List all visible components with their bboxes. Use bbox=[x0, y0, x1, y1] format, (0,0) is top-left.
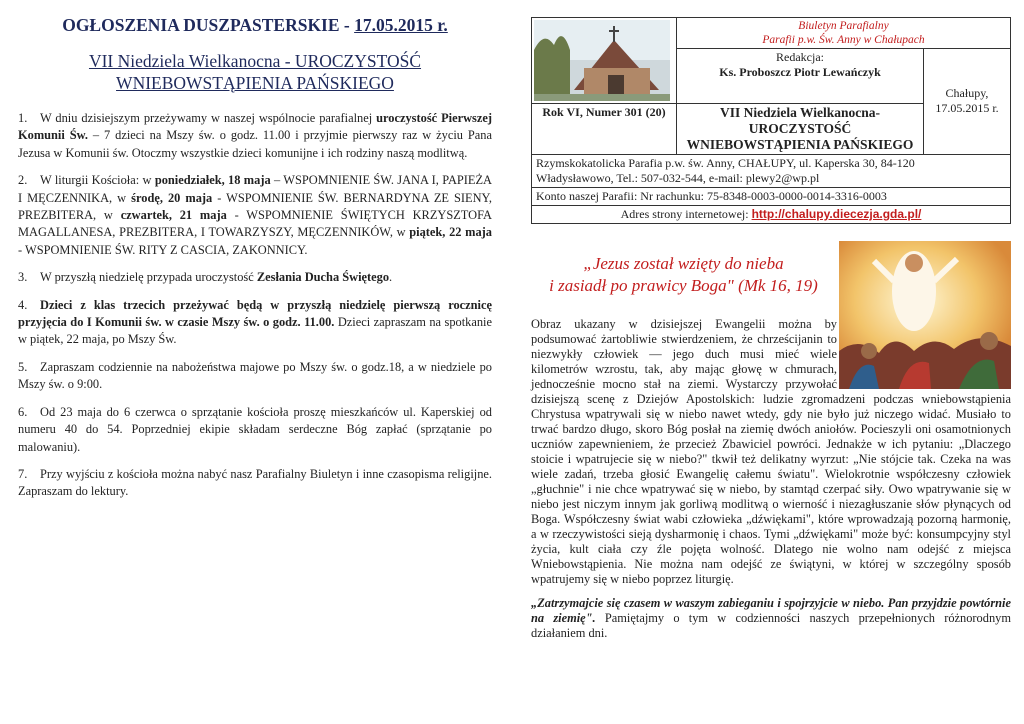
announcement-text: Zapraszam codziennie na nabożeństwa majowe po Mszy św. o godz.18, a w niedziele po Mszy św. o 9:00. bbox=[18, 359, 492, 392]
announcement-text: czwartek, 21 maja bbox=[120, 208, 227, 223]
announcement-number: 4. bbox=[18, 297, 28, 312]
parish-address bbox=[532, 155, 1011, 188]
closing-quote: „Zatrzymajcie się czasem w waszym zabieganiu i spojrzyjcie w niebo. Pan przyjdzie powtórnie na ziemię". bbox=[531, 596, 1011, 625]
article-title-line-1: „Jezus został wzięty do nieba bbox=[583, 254, 784, 273]
announcement-number: 3. bbox=[18, 270, 28, 285]
announcement-number: 6. bbox=[18, 404, 28, 419]
announcement-text: W dniu dzisiejszym przeżywamy w naszej wspólnocie parafialnej bbox=[40, 111, 377, 125]
announcements-column bbox=[18, 10, 492, 511]
announcement-number: 2. bbox=[18, 173, 28, 188]
bank-account: Konto naszej Parafii: Nr rachunku: 75-8348-0003-0000-0014-3316-0003 bbox=[532, 188, 1011, 206]
announcement-text: - WSPOMNIENIE ŚWIĘTYCH KRZYSZTOFA MAGALLANESA, PREZBITERA, I TOWARZYSZY, MĘCZENNIKÓW, w bbox=[18, 208, 493, 240]
bulletin-header bbox=[531, 17, 1011, 224]
editor-name: Ks. Proboszcz Piotr Lewańczyk bbox=[719, 65, 881, 79]
announcement-text: Dzieci z klas trzecich przeżywać będą w przyszłą niedzielę pierwszą rocznicę przyjęcia do I Komunii św. w czasie Mszy św. o godz. 11.00. bbox=[18, 297, 492, 330]
page-title bbox=[18, 15, 492, 36]
website-link[interactable]: http://chalupy.diecezja.gda.pl/ bbox=[751, 207, 922, 221]
bulletin-column bbox=[531, 17, 1011, 640]
announcement-item bbox=[18, 359, 492, 394]
announcement-text: – WSPOMNIENIE ŚW. JANA I, PAPIEŻA I MĘCZENNIKA, w bbox=[18, 173, 492, 205]
editor-label: Redakcja: bbox=[776, 50, 824, 64]
website-label: Adres strony internetowej: bbox=[620, 207, 752, 221]
announcement-item bbox=[18, 269, 492, 286]
subtitle-line-2: WNIEBOWSTĄPIENIA PAŃSKIEGO bbox=[116, 73, 394, 93]
announcement-text: poniedziałek, 18 maja bbox=[154, 173, 271, 188]
announcement-text: - WSPOMNIENIE ŚW. BERNARDYNA ZE SIENY, PREZBITERA, w bbox=[18, 190, 493, 223]
announcement-text: – 7 dzieci na Mszy św. o godz. 11.00 i przyjmie pierwszy raz w życiu Pana Jezusa w Komunii św. Otoczmy wszystkie dzieci komunijne i ich rodziny naszą modlitwą. bbox=[18, 128, 492, 160]
article-title bbox=[531, 253, 836, 297]
title-date: 17.05.2015 r. bbox=[354, 15, 448, 35]
announcement-item bbox=[18, 466, 492, 501]
announcement-text: piątek, 22 maja bbox=[409, 225, 492, 240]
announcement-text: W liturgii Kościoła: w bbox=[40, 173, 155, 188]
announcement-text: uroczystość Pierwszej Komunii Św. bbox=[18, 111, 492, 143]
painting-wrap-spacer bbox=[837, 317, 1011, 389]
announcement-item bbox=[18, 404, 492, 456]
place-date: Chałupy, 17.05.2015 r. bbox=[924, 49, 1011, 155]
church-photo-cell bbox=[532, 18, 677, 104]
article-title-line-2: i zasiadł po prawicy Boga" (Mk 16, 19) bbox=[549, 276, 818, 295]
issue-number: Rok VI, Numer 301 (20) bbox=[532, 104, 677, 155]
website-row bbox=[532, 206, 1011, 224]
sunday-title: VII Niedziela Wielkanocna- UROCZYSTOŚĆ WNIEBOWSTĄPIENIA PAŃSKIEGO bbox=[677, 104, 924, 155]
announcement-number: 7. bbox=[18, 466, 28, 481]
church-photo bbox=[534, 20, 670, 101]
bulletin-name-line-1: Biuletyn Parafialny bbox=[798, 20, 889, 32]
announcement-item bbox=[18, 297, 492, 349]
announcement-text: . bbox=[389, 270, 393, 285]
announcement-text: - WSPOMNIENIE ŚW. RITY Z CASCIA, ZAKONNICY. bbox=[18, 242, 308, 257]
subtitle-line-1: VII Niedziela Wielkanocna - UROCZYSTOŚĆ bbox=[88, 51, 422, 71]
article-paragraph-text: Obraz ukazany w dzisiejszej Ewangelii można by podsumować żartobliwie stwierdzeniem, że chrześcijanin to niezwykły człowiek — jego duch musi mieć wiele kilometrów wzrostu, tak, aby mając głowę w chmurach, jednocześnie mocno stał na ziemi. Wystarczy przywołać dzisiejszą scenę z Dziejów Apostolskich: ludzie zgromadzeni podczas wniebowstąpienia Chrystusa wpatrywali się w niebo nawet wtedy, gdy nie było już niczego widać. Musiało to trwać bardzo długo, skoro Bóg posłał na ziemię dwóch aniołów. Pocieszyli oni osamotnionych uczniów zapewnieniem, że przecież Zbawiciel powróci. Jednakże w ich pytaniu: „Dlaczego stoicie i wpatrujecie się w niebo?" tkwił też delikatny wyrzut: „Nie stójcie tak. Czeka na was wiele zadań, trzeba głosić Ewangelię całemu światu". Wielokrotnie współczesny człowiek „głuchnie" i nie chce wpatrywać się w niebo, by stamtąd czerpać siły. Owo wpatrywanie się w niebo jest niczym innym jak gorliwą modlitwą o wierność i niezagłuszanie słów płynących od Boga. Współczesny świat wabi człowieka „dźwiękami", które wprowadzają pozorną harmonię, a w rzeczywistości sieją dysharmonię i chaos. Tymi „dźwiękami" może być: konsumpcyjny styl życia, kult ciała czy źle pojęta wolność. Dlatego nie wolno nam odejść z miejsca Wniebowstąpienia. Nie można nam odejść ze świątyni, w której w szczególny sposób wpatrujemy się w niebo poprzez liturgię. bbox=[531, 317, 1011, 586]
closing-text: Pamiętajmy o tym w codzienności naszych przepełnionych różnorodnym działaniem dni. bbox=[531, 611, 1011, 640]
announcement-text: Przy wyjściu z kościoła można nabyć nasz Parafialny Biuletyn i inne czasopisma religijne. Zapraszam do lektury. bbox=[18, 466, 492, 499]
announcement-item bbox=[18, 110, 492, 162]
address-line-2: Władysławowo, Tel.: 507-032-544, e-mail: plewy2@wp.pl bbox=[536, 171, 820, 185]
article-body bbox=[531, 317, 1011, 650]
announcement-number: 1. bbox=[18, 111, 28, 125]
announcement-text: środę, 20 maja bbox=[131, 190, 213, 205]
address-line-1: Rzymskokatolicka Parafia p.w. św. Anny, CHAŁUPY, ul. Kaperska 30, 84-120 bbox=[536, 156, 915, 170]
announcement-text: Od 23 maja do 6 czerwca o sprzątanie kościoła proszę mieszkańców ul. Kaperskiej od numeru 40 do 54. Poprzedniej ekipie składam serdeczne Bóg zapłać (sprzątanie po malowaniu). bbox=[18, 404, 492, 454]
bulletin-name-line-2: Parafii p.w. Św. Anny w Chałupach bbox=[762, 34, 925, 46]
announcement-text: Zesłania Ducha Świętego bbox=[256, 270, 390, 285]
announcement-list bbox=[18, 110, 492, 501]
announcement-text: Dzieci zapraszam na spotkanie w piątek, 22 maja, po Mszy Św. bbox=[18, 315, 492, 347]
page-subtitle bbox=[18, 50, 492, 94]
announcement-item bbox=[18, 172, 492, 259]
article-closing bbox=[531, 596, 1011, 641]
title-prefix: OGŁOSZENIA DUSZPASTERSKIE - bbox=[62, 15, 355, 35]
editor-cell bbox=[677, 49, 924, 104]
announcement-text: W przyszłą niedzielę przypada uroczystość bbox=[40, 270, 257, 285]
bulletin-name-cell bbox=[677, 18, 1011, 49]
announcement-number: 5. bbox=[18, 359, 28, 374]
